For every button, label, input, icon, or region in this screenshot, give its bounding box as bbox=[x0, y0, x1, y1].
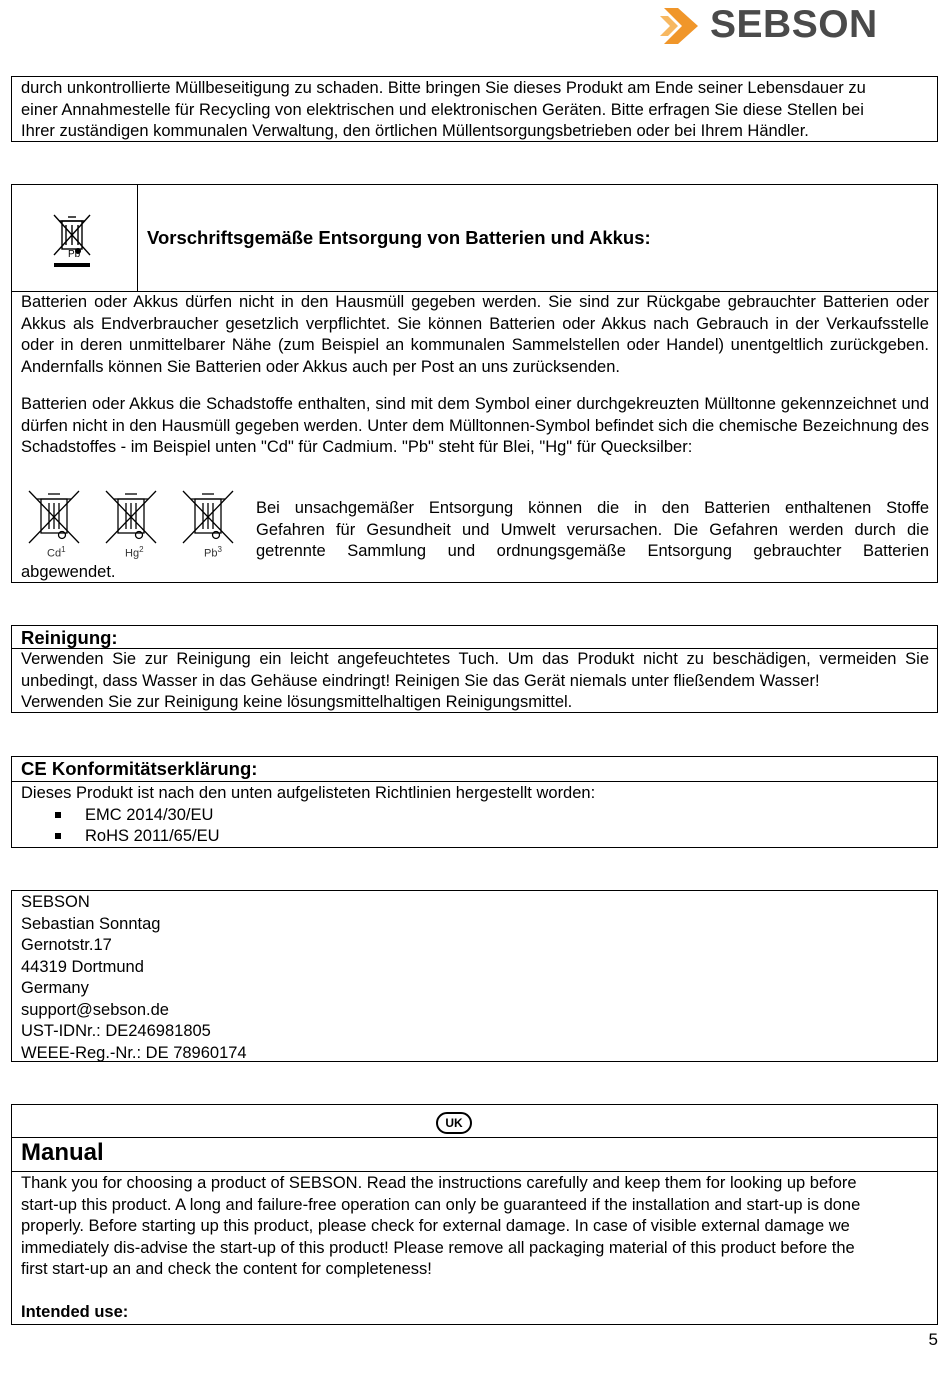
sebson-logo bbox=[658, 4, 880, 48]
ce-box bbox=[11, 756, 938, 848]
uk-badge-icon: UK bbox=[436, 1112, 472, 1134]
page-number: 5 bbox=[928, 1330, 938, 1349]
battery-section-title: Vorschriftsgemäße Entsorgung von Batterien und Akkus: bbox=[147, 227, 651, 248]
bullet-icon bbox=[55, 833, 61, 839]
ce-title: CE Konformitätserklärung: bbox=[21, 758, 258, 779]
brand-name: SEBSON bbox=[710, 3, 878, 46]
divider bbox=[12, 1171, 937, 1172]
battery-paragraph-3: Bei unsachgemäßer Entsorgung können die in den Batterien enthaltenen Stoffe Gefahren für Gesundheit und Umwelt verursachen. Die Gefahren werden durch die getrennte Sammlung und ordnungsgemäße Entsorgung gebrauchter Batterien bbox=[256, 499, 929, 560]
intro-line: durch unkontrollierte Müllbeseitigung zu schaden. Bitte bringen Sie dieses Produkt am Ende seiner Lebensdauer zu bbox=[21, 79, 866, 97]
intro-box bbox=[11, 76, 938, 142]
divider bbox=[12, 1137, 937, 1138]
crossed-bin-icons bbox=[21, 489, 251, 549]
symbol-label-pb: Pb$^3$ bbox=[204, 545, 222, 560]
intro-line: einer Annahmestelle für Recycling von elektrischen und elektronischen Geräten. Bitte erfragen Sie diese Stellen bei bbox=[21, 100, 864, 119]
address-line: UST-IDNr.: DE246981805 bbox=[21, 1022, 211, 1040]
divider bbox=[12, 781, 937, 782]
intro-text bbox=[21, 78, 929, 143]
bullet-icon bbox=[55, 812, 61, 818]
battery-disposal-box bbox=[11, 184, 938, 583]
cleaning-last-line: Verwenden Sie zur Reinigung keine lösungsmittelhaltigen Reinigungsmittel. bbox=[21, 693, 573, 711]
address-box bbox=[11, 890, 938, 1062]
address-line: WEEE-Reg.-Nr.: DE 78960174 bbox=[21, 1043, 247, 1062]
cleaning-title: Reinigung: bbox=[21, 627, 118, 648]
address-line: Sebastian Sonntag bbox=[21, 914, 161, 933]
ce-item: RoHS 2011/65/EU bbox=[85, 827, 220, 845]
address-line: 44319 Dortmund bbox=[21, 957, 144, 976]
cleaning-box bbox=[11, 625, 938, 713]
address-line: SEBSON bbox=[21, 893, 90, 911]
address-lines bbox=[21, 892, 247, 1064]
battery-icon-cell bbox=[12, 185, 138, 291]
battery-paragraph-3-end: abgewendet. bbox=[21, 563, 116, 581]
manual-box bbox=[11, 1104, 938, 1325]
battery-paragraph-2: Batterien oder Akkus die Schadstoffe enthalten, sind mit dem Symbol einer durchgekreuzten Mülltonne gekennzeichnet und dürfen nicht in den Hausmüll gegeben werden. Unter dem Mülltonnen-Symbol befindet sich die chemische Bezeichnung des Schadstoffes - im Beispiel unten "Cd" für Cadmium. "Pb" steht für Blei, "Hg" für Quecksilber: bbox=[21, 395, 929, 456]
intended-use-heading: Intended use: bbox=[21, 1303, 129, 1321]
battery-paragraph-1: Batterien oder Akkus dürfen nicht in den Hausmüll gegeben werden. Sie sind zur Rückgabe gebrauchter Batterien oder Akkus als Endverbraucher gesetzlich verpflichtet. Sie können Batterien oder Akkus nach Gebrauch in der Verkaufsstelle oder in deren unmittelbarer Nähe (zum Beispiel an kommunalen Sammelstellen oder Handel) unentgeltlich zurückgeben. Andernfalls können Sie Batterien oder Akkus auch per Post an uns zurücksenden. bbox=[21, 293, 929, 376]
address-line: Gernotstr.17 bbox=[21, 936, 112, 954]
symbol-label-cd: Cd$^1$ bbox=[47, 545, 66, 560]
ce-intro: Dieses Produkt ist nach den unten aufgelisteten Richtlinien hergestellt worden: bbox=[21, 784, 596, 802]
address-line: Germany bbox=[21, 979, 89, 997]
manual-title: Manual bbox=[21, 1139, 104, 1166]
ce-item: EMC 2014/30/EU bbox=[85, 806, 214, 824]
battery-symbols bbox=[21, 489, 251, 561]
address-line: support@sebson.de bbox=[21, 1000, 169, 1019]
crossed-bin-pb-icon bbox=[52, 213, 94, 269]
logo-chevron-icon bbox=[658, 6, 706, 46]
symbol-label-hg: Hg$^2$ bbox=[125, 545, 144, 560]
cleaning-text: Verwenden Sie zur Reinigung ein leicht angefeuchtetes Tuch. Um das Produkt nicht zu beschädigen, vermeiden Sie unbedingt, dass Wasser in das Gehäuse eindringt! Reinigen Sie das Gerät niemals unter fließendem Wasser! bbox=[21, 650, 929, 690]
battery-icon-label: Pb bbox=[68, 249, 81, 260]
intro-line: Ihrer zuständigen kommunalen Verwaltung, den örtlichen Müllentsorgungsbetrieben oder bei Ihrem Händler. bbox=[21, 122, 809, 140]
manual-text: Thank you for choosing a product of SEBSON. Read the instructions carefully and keep them for looking up before start-up this product. A long and failure-free operation can only be guaranteed if the installation and start-up is done properly. Before starting up this product, please check for external damage. In case of visible external damage we immediately dis-advise the start-up of this product! Please remove all packaging material of this product before the first start-up an and check the content for completeness! bbox=[21, 1174, 861, 1278]
